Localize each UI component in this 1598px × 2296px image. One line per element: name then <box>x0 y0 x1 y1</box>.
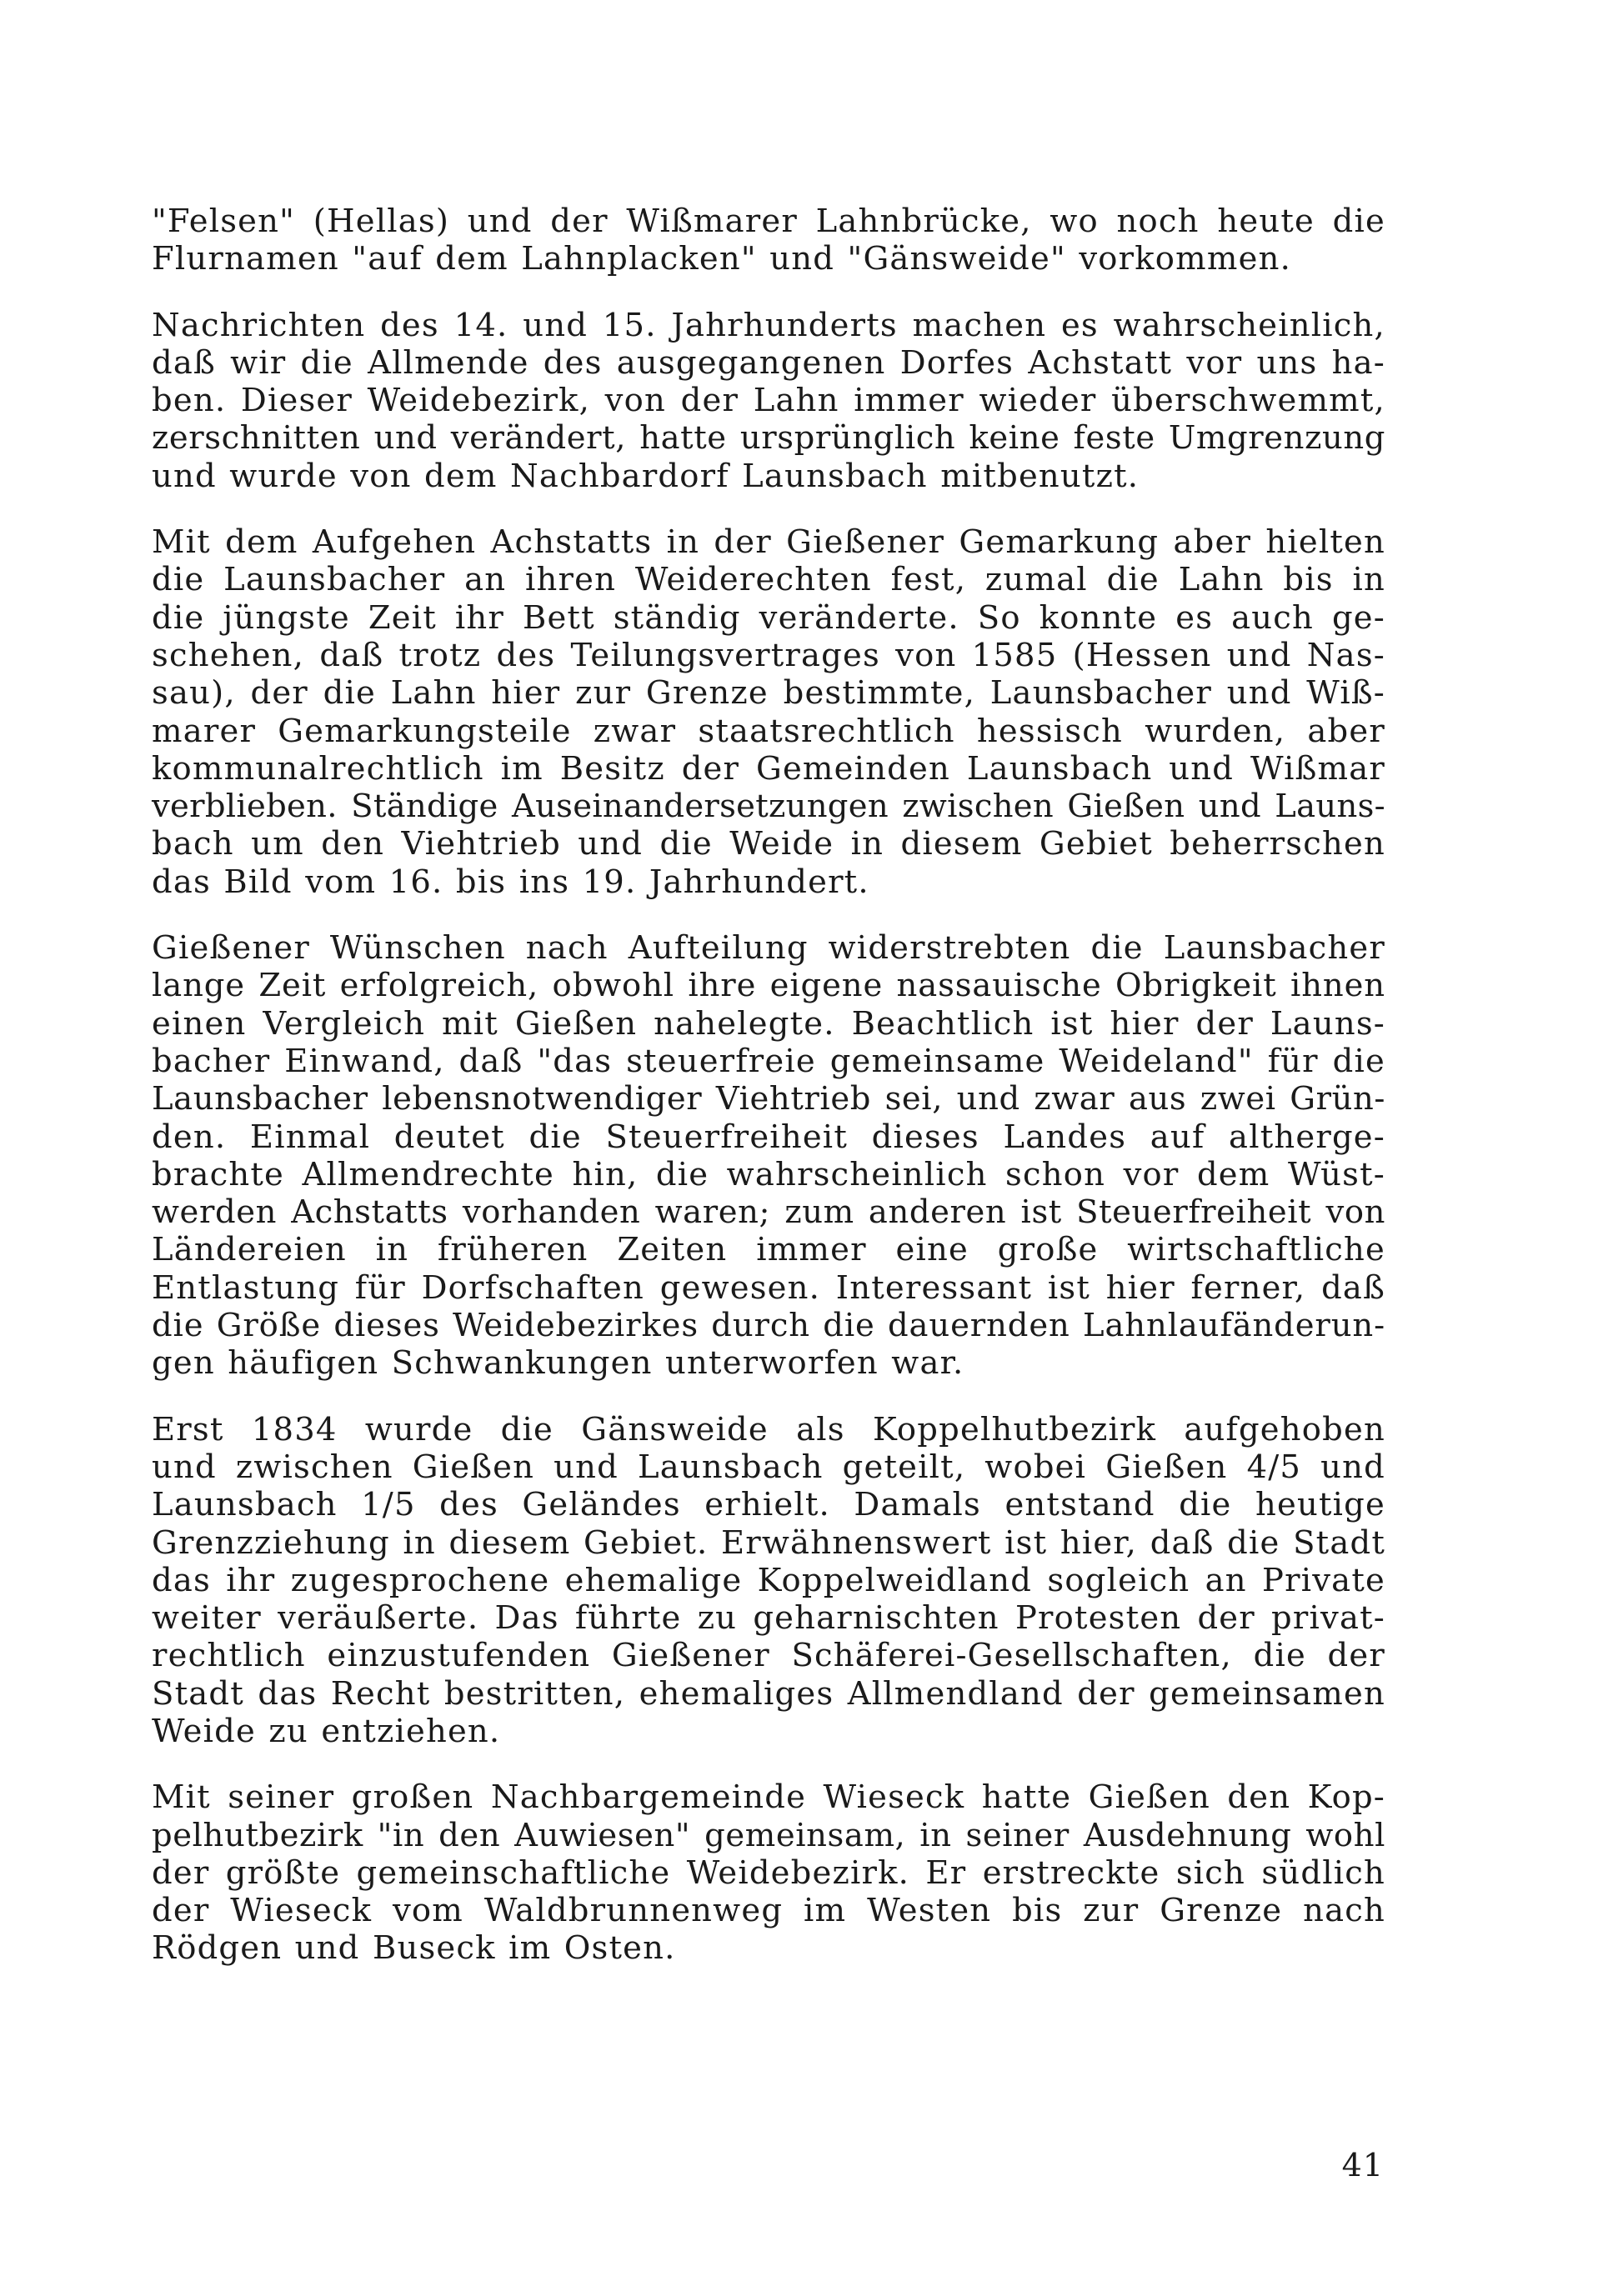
text-line: Launsbacher lebensnotwendiger Viehtrieb sei, und zwar aus zwei Grün- <box>152 1080 1385 1118</box>
text-line: zerschnitten und verändert, hatte ursprünglich keine feste Umgrenzung <box>152 419 1385 458</box>
text-line: bacher Einwand, daß "das steuerfreie gemeinsame Weideland" für die <box>152 1042 1385 1080</box>
paragraph <box>152 203 1385 278</box>
text-line: die Größe dieses Weidebezirkes durch die dauernden Lahnlaufänderun- <box>152 1307 1385 1345</box>
text-line: Entlastung für Dorfschaften gewesen. Interessant ist hier ferner, daß <box>152 1268 1385 1307</box>
text-line: kommunalrechtlich im Besitz der Gemeinden Launsbach und Wißmar <box>152 749 1385 788</box>
text-line: ben. Dieser Weidebezirk, von der Lahn immer wieder überschwemmt, <box>152 382 1385 420</box>
text-line: weiter veräußerte. Das führte zu geharnischten Protesten der privat- <box>152 1599 1385 1638</box>
text-line: pelhutbezirk "in den Auwiesen" gemeinsam, in seiner Ausdehnung wohl <box>152 1816 1385 1854</box>
text-line: einen Vergleich mit Gießen nahelegte. Beachtlich ist hier der Launs- <box>152 1004 1385 1043</box>
paragraph <box>152 1778 1385 1967</box>
text-line: Nachrichten des 14. und 15. Jahrhunderts machen es wahrscheinlich, <box>152 306 1385 344</box>
text-line: schehen, daß trotz des Teilungsvertrages von 1585 (Hessen und Nas- <box>152 636 1385 674</box>
text-line: den. Einmal deutet die Steuerfreiheit dieses Landes auf altherge- <box>152 1118 1385 1156</box>
paragraph <box>152 1411 1385 1751</box>
text-line: verblieben. Ständige Auseinandersetzungen zwischen Gießen und Launs- <box>152 788 1385 826</box>
text-line: Erst 1834 wurde die Gänsweide als Koppelhutbezirk aufgehoben <box>152 1410 1385 1448</box>
paragraph <box>152 307 1385 495</box>
text-line: "Felsen" (Hellas) und der Wißmarer Lahnbrücke, wo noch heute die <box>152 203 1385 240</box>
body-text <box>152 203 1385 1996</box>
text-line: Rödgen und Buseck im Osten. <box>152 1929 676 1968</box>
text-line: das ihr zugesprochene ehemalige Koppelweidland sogleich an Private <box>152 1561 1385 1599</box>
text-line: Mit seiner großen Nachbargemeinde Wieseck hatte Gießen den Kop- <box>152 1778 1385 1817</box>
paragraph <box>152 523 1385 901</box>
text-line: und wurde von dem Nachbardorf Launsbach mitbenutzt. <box>152 457 1140 495</box>
text-line: die jüngste Zeit ihr Bett ständig veränderte. So konnte es auch ge- <box>152 598 1385 637</box>
text-line: sau), der die Lahn hier zur Grenze bestimmte, Launsbacher und Wiß- <box>152 674 1385 713</box>
text-line: Grenzziehung in diesem Gebiet. Erwähnenswert ist hier, daß die Stadt <box>152 1523 1385 1562</box>
text-line: das Bild vom 16. bis ins 19. Jahrhundert. <box>152 863 869 901</box>
text-line: brachte Allmendrechte hin, die wahrscheinlich schon vor dem Wüst- <box>152 1155 1385 1193</box>
text-line: marer Gemarkungsteile zwar staatsrechtlich hessisch wurden, aber <box>152 712 1385 750</box>
text-line: rechtlich einzustufenden Gießener Schäferei-Gesellschaften, die der <box>152 1637 1385 1675</box>
paragraph <box>152 929 1385 1383</box>
text-line: Gießener Wünschen nach Aufteilung widerstrebten die Launsbacher <box>152 929 1385 968</box>
text-line: und zwischen Gießen und Launsbach geteilt, wobei Gießen 4/5 und <box>152 1448 1385 1486</box>
text-line: werden Achstatts vorhanden waren; zum anderen ist Steuerfreiheit von <box>152 1193 1385 1232</box>
text-line: Flurnamen "auf dem Lahnplacken" und "Gänsweide" vorkommen. <box>152 240 1292 278</box>
text-line: Stadt das Recht bestritten, ehemaliges Allmendland der gemeinsamen <box>152 1674 1385 1713</box>
text-line: lange Zeit erfolgreich, obwohl ihre eigene nassauische Obrigkeit ihnen <box>152 967 1385 1005</box>
text-line: Weide zu entziehen. <box>152 1712 501 1750</box>
text-line: der größte gemeinschaftliche Weidebezirk. Er erstreckte sich südlich <box>152 1853 1385 1892</box>
text-line: Launsbach 1/5 des Geländes erhielt. Damals entstand die heutige <box>152 1486 1385 1524</box>
text-line: daß wir die Allmende des ausgegangenen Dorfes Achstatt vor uns ha- <box>152 343 1385 382</box>
text-line: der Wieseck vom Waldbrunnenweg im Westen bis zur Grenze nach <box>152 1892 1385 1930</box>
page-number: 41 <box>1341 2147 1384 2183</box>
text-line: Mit dem Aufgehen Achstatts in der Gießener Gemarkung aber hielten <box>152 523 1385 562</box>
text-line: bach um den Viehtrieb und die Weide in diesem Gebiet beherrschen <box>152 825 1385 863</box>
text-line: die Launsbacher an ihren Weiderechten fest, zumal die Lahn bis in <box>152 561 1385 599</box>
text-line: gen häufigen Schwankungen unterworfen war. <box>152 1344 964 1383</box>
text-line: Ländereien in früheren Zeiten immer eine große wirtschaftliche <box>152 1231 1385 1269</box>
